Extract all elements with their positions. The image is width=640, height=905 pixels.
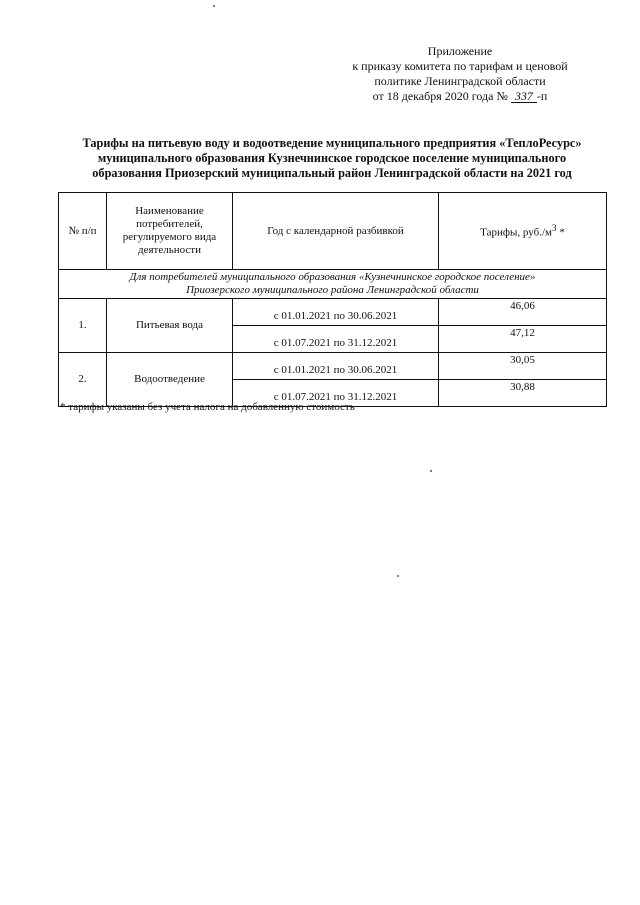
title-line: муниципального образования Кузнечнинское городское поселение муниципального (97, 151, 567, 165)
row-number: 2. (59, 353, 107, 407)
header-tariff (439, 193, 607, 270)
title-line: образования Приозерский муниципальный район Ленинградской области на 2021 год (92, 166, 572, 180)
appendix-title: Приложение (427, 44, 493, 58)
table-row (59, 353, 607, 380)
scan-speck (430, 470, 432, 472)
section-caption-line: Приозерского муниципального района Ленинградской области (186, 284, 479, 296)
table-header-row (59, 193, 607, 270)
header-consumers: Наименование потребителей, регулируемого вида деятельности (107, 193, 233, 270)
row-period: с 01.01.2021 по 30.06.2021 (233, 299, 439, 326)
header-tariff-mark: * (556, 226, 565, 239)
row-period: с 01.01.2021 по 30.06.2021 (233, 353, 439, 380)
row-number: 1. (59, 299, 107, 353)
footnote: * тарифы указаны без учета налога на добавленную стоимость (60, 401, 355, 413)
order-suffix: -п (536, 89, 548, 103)
row-name: Питьевая вода (107, 299, 233, 353)
row-tariff: 46,06 (439, 299, 607, 326)
header-num: № п/п (59, 193, 107, 270)
scan-speck (397, 575, 399, 577)
row-tariff: 30,88 (439, 380, 607, 407)
appendix-line: политике Ленинградской области (374, 74, 546, 88)
appendix-order-line (340, 89, 580, 104)
row-tariff: 30,05 (439, 353, 607, 380)
tariff-table (58, 192, 607, 407)
appendix-order-date: от 18 декабря 2020 года № (372, 89, 508, 103)
table-section-row (59, 270, 607, 299)
appendix-line: к приказу комитета по тарифам и ценовой (352, 59, 568, 73)
header-tariff-sup: 3 (551, 223, 557, 234)
appendix-block (340, 44, 580, 104)
document-title (62, 136, 602, 181)
header-year: Год с календарной разбивкой (233, 193, 439, 270)
row-tariff: 47,12 (439, 326, 607, 353)
row-period: с 01.07.2021 по 31.12.2021 (233, 326, 439, 353)
header-tariff-label: Тарифы, руб./м (480, 226, 552, 239)
table-row (59, 299, 607, 326)
scan-speck (213, 5, 215, 7)
section-caption-line: Для потребителей муниципального образования «Кузнечнинское городское поселение» (129, 271, 536, 283)
row-name: Водоотведение (107, 353, 233, 407)
order-number-handwritten: 337 (511, 90, 537, 103)
section-caption (59, 270, 607, 299)
title-line: Тарифы на питьевую воду и водоотведение муниципального предприятия «ТеплоРесурс» (82, 136, 582, 150)
row-period: с 01.07.2021 по 31.12.2021 (233, 380, 439, 407)
